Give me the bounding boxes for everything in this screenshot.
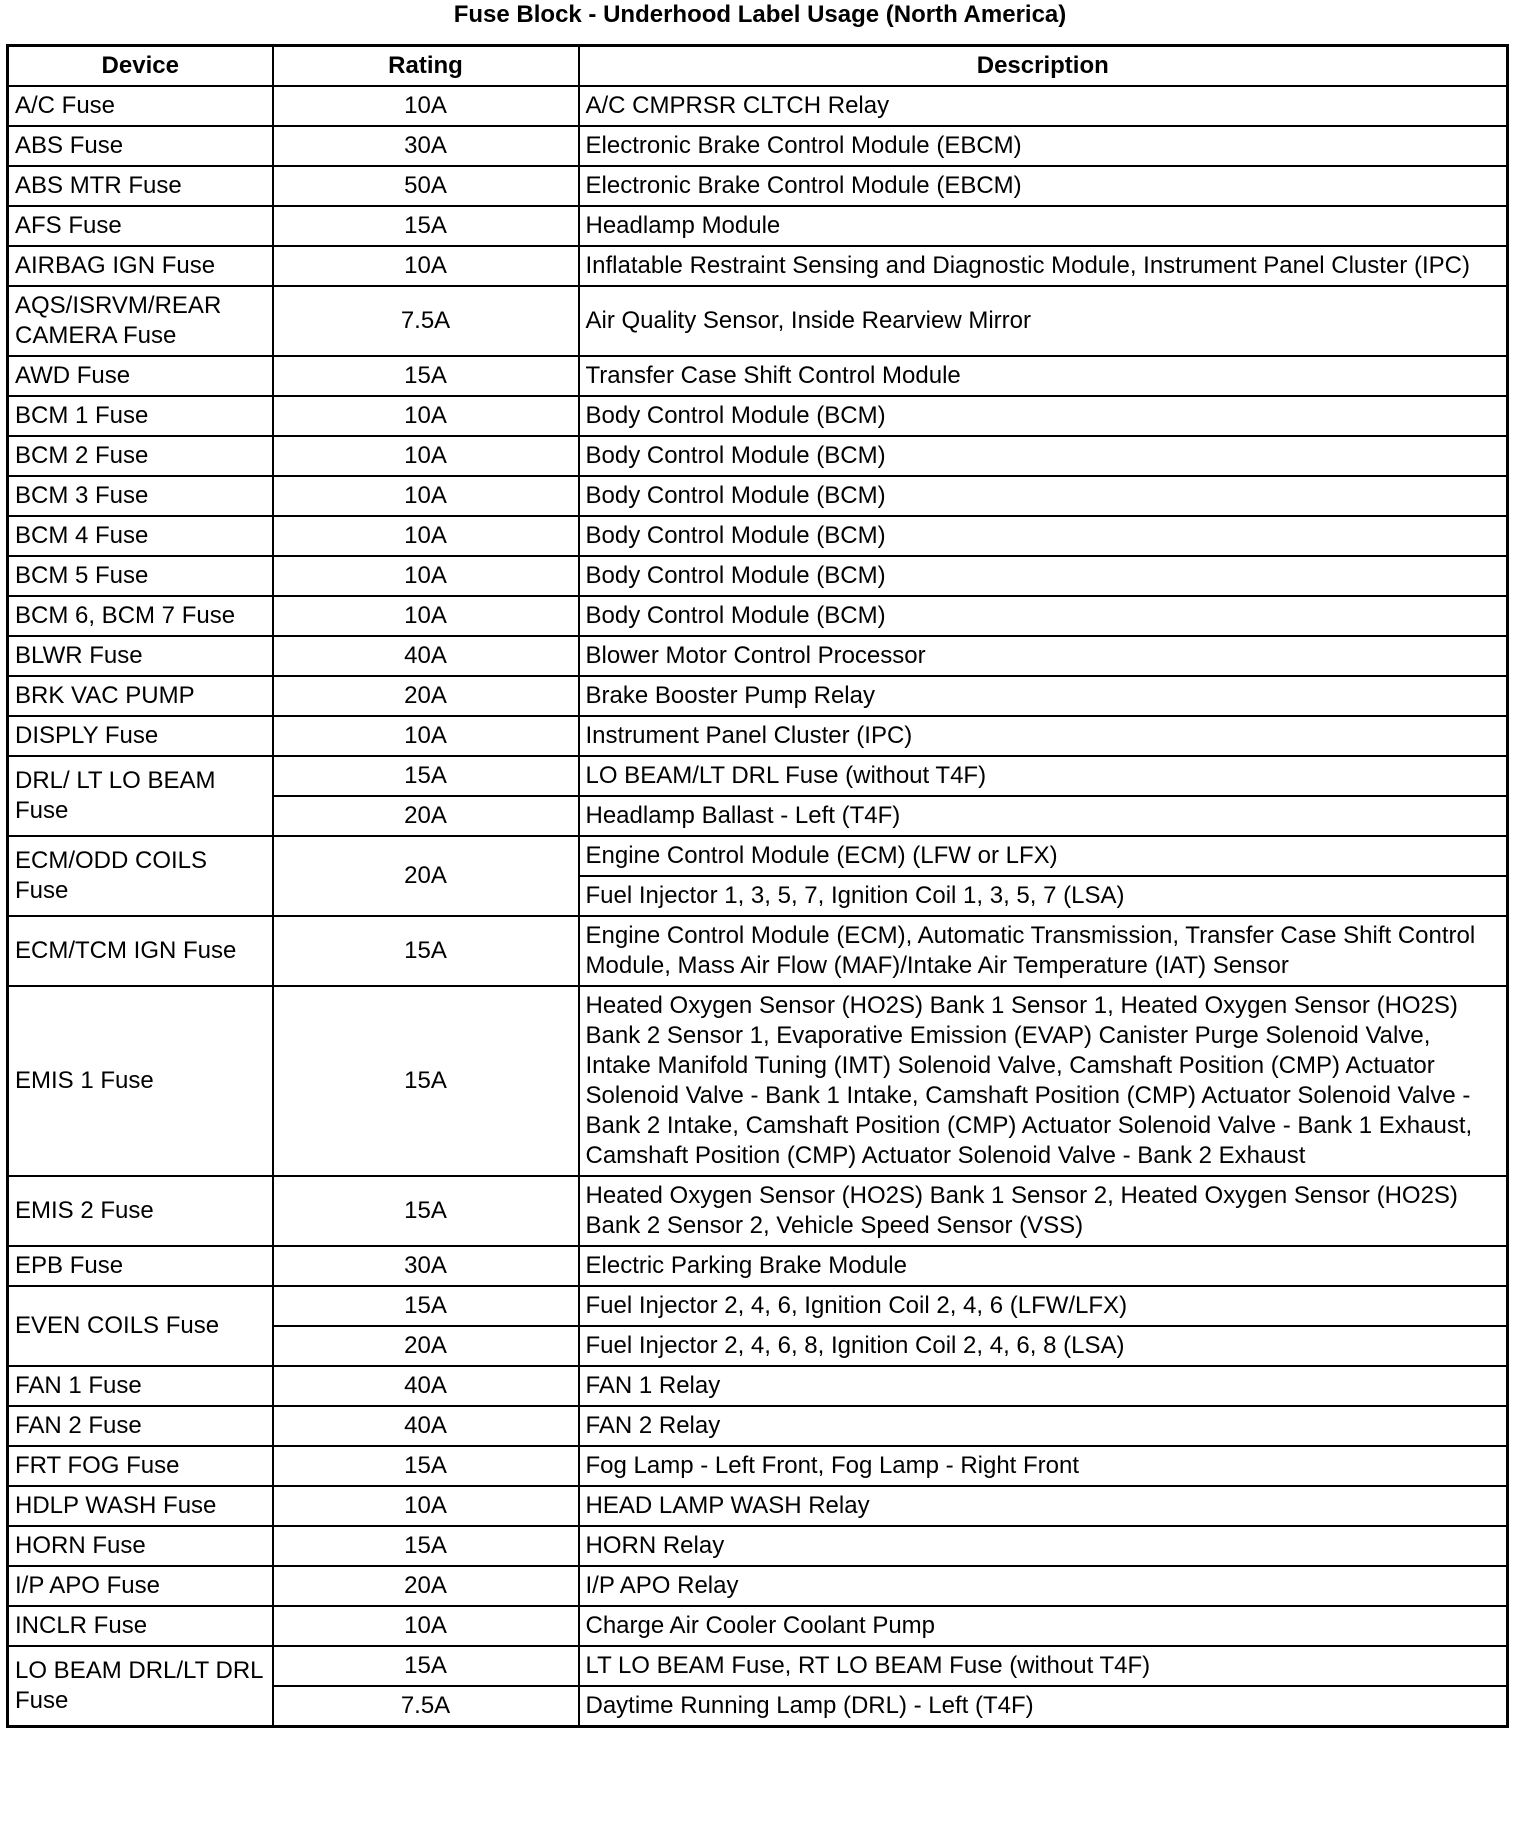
rating-cell: 10A (273, 396, 579, 436)
description-cell: Fog Lamp - Left Front, Fog Lamp - Right Front (579, 1446, 1508, 1486)
table-row (8, 396, 1508, 436)
description-cell: Electric Parking Brake Module (579, 1246, 1508, 1286)
rating-cell: 30A (273, 126, 579, 166)
rating-cell: 15A (273, 1646, 579, 1686)
rating-cell: 10A (273, 476, 579, 516)
rating-cell: 10A (273, 716, 579, 756)
rating-cell: 40A (273, 1366, 579, 1406)
device-cell: INCLR Fuse (8, 1606, 273, 1646)
device-cell: EMIS 1 Fuse (8, 986, 273, 1176)
table-row (8, 356, 1508, 396)
rating-cell: 15A (273, 1176, 579, 1246)
description-cell: Instrument Panel Cluster (IPC) (579, 716, 1508, 756)
rating-cell: 40A (273, 1406, 579, 1446)
table-row (8, 246, 1508, 286)
column-header-rating: Rating (273, 46, 579, 87)
description-cell: Body Control Module (BCM) (579, 476, 1508, 516)
table-row (8, 1646, 1508, 1686)
rating-cell: 15A (273, 356, 579, 396)
rating-cell: 15A (273, 1286, 579, 1326)
rating-cell: 10A (273, 86, 579, 126)
rating-cell: 20A (273, 796, 579, 836)
table-row (8, 676, 1508, 716)
rating-cell: 7.5A (273, 286, 579, 356)
device-cell: HDLP WASH Fuse (8, 1486, 273, 1526)
description-cell: FAN 2 Relay (579, 1406, 1508, 1446)
description-cell: Daytime Running Lamp (DRL) - Left (T4F) (579, 1686, 1508, 1727)
device-cell: DISPLY Fuse (8, 716, 273, 756)
page-title: Fuse Block - Underhood Label Usage (North America) (453, 1, 1067, 28)
table-row (8, 916, 1508, 986)
device-cell: BCM 2 Fuse (8, 436, 273, 476)
table-row (8, 1486, 1508, 1526)
table-row (8, 126, 1508, 166)
rating-cell: 10A (273, 246, 579, 286)
table-row (8, 1446, 1508, 1486)
description-cell: Engine Control Module (ECM), Automatic Transmission, Transfer Case Shift Control Module, Mass Air Flow (MAF)/Intake Air Temperature (IAT) Sensor (579, 916, 1508, 986)
table-row (8, 1176, 1508, 1246)
table-row (8, 1606, 1508, 1646)
table-row (8, 286, 1508, 356)
device-cell: FRT FOG Fuse (8, 1446, 273, 1486)
device-cell: BCM 6, BCM 7 Fuse (8, 596, 273, 636)
device-cell: EVEN COILS Fuse (8, 1286, 273, 1366)
description-cell: HEAD LAMP WASH Relay (579, 1486, 1508, 1526)
device-cell: ECM/TCM IGN Fuse (8, 916, 273, 986)
description-cell: Headlamp Ballast - Left (T4F) (579, 796, 1508, 836)
description-cell: Air Quality Sensor, Inside Rearview Mirror (579, 286, 1508, 356)
rating-cell: 30A (273, 1246, 579, 1286)
description-cell: Body Control Module (BCM) (579, 516, 1508, 556)
table-row (8, 436, 1508, 476)
description-cell: Electronic Brake Control Module (EBCM) (579, 126, 1508, 166)
table-row (8, 1286, 1508, 1326)
description-cell: FAN 1 Relay (579, 1366, 1508, 1406)
table-row (8, 1246, 1508, 1286)
rating-cell: 10A (273, 436, 579, 476)
description-cell: Body Control Module (BCM) (579, 396, 1508, 436)
description-cell: Fuel Injector 2, 4, 6, Ignition Coil 2, 4, 6 (LFW/LFX) (579, 1286, 1508, 1326)
description-cell: Heated Oxygen Sensor (HO2S) Bank 1 Sensor 2, Heated Oxygen Sensor (HO2S) Bank 2 Sensor 2, Vehicle Speed Sensor (VSS) (579, 1176, 1508, 1246)
rating-cell: 10A (273, 556, 579, 596)
table-row (8, 1366, 1508, 1406)
table-row (8, 556, 1508, 596)
device-cell: ECM/ODD COILS Fuse (8, 836, 273, 916)
rating-cell: 20A (273, 676, 579, 716)
rating-cell: 40A (273, 636, 579, 676)
rating-cell: 50A (273, 166, 579, 206)
table-row (8, 716, 1508, 756)
device-cell: BRK VAC PUMP (8, 676, 273, 716)
device-cell: ABS Fuse (8, 126, 273, 166)
device-cell: DRL/ LT LO BEAM Fuse (8, 756, 273, 836)
description-cell: HORN Relay (579, 1526, 1508, 1566)
description-cell: Body Control Module (BCM) (579, 436, 1508, 476)
column-header-description: Description (579, 46, 1508, 87)
rating-cell: 20A (273, 1566, 579, 1606)
description-cell: Fuel Injector 1, 3, 5, 7, Ignition Coil 1, 3, 5, 7 (LSA) (579, 876, 1508, 916)
rating-cell: 15A (273, 986, 579, 1176)
rating-cell: 15A (273, 916, 579, 986)
description-cell: A/C CMPRSR CLTCH Relay (579, 86, 1508, 126)
rating-cell: 7.5A (273, 1686, 579, 1727)
description-cell: Engine Control Module (ECM) (LFW or LFX) (579, 836, 1508, 876)
rating-cell: 15A (273, 1526, 579, 1566)
device-cell: BCM 4 Fuse (8, 516, 273, 556)
description-cell: Body Control Module (BCM) (579, 556, 1508, 596)
table-row (8, 1566, 1508, 1606)
rating-cell: 10A (273, 596, 579, 636)
table-row (8, 1526, 1508, 1566)
device-cell: AIRBAG IGN Fuse (8, 246, 273, 286)
rating-cell: 10A (273, 1606, 579, 1646)
table-row (8, 166, 1508, 206)
rating-cell: 10A (273, 516, 579, 556)
device-cell: EMIS 2 Fuse (8, 1176, 273, 1246)
device-cell: BCM 5 Fuse (8, 556, 273, 596)
rating-cell: 20A (273, 836, 579, 916)
device-cell: EPB Fuse (8, 1246, 273, 1286)
rating-cell: 20A (273, 1326, 579, 1366)
description-cell: Transfer Case Shift Control Module (579, 356, 1508, 396)
device-cell: BCM 1 Fuse (8, 396, 273, 436)
description-cell: Inflatable Restraint Sensing and Diagnostic Module, Instrument Panel Cluster (IPC) (579, 246, 1508, 286)
device-cell: HORN Fuse (8, 1526, 273, 1566)
description-cell: Charge Air Cooler Coolant Pump (579, 1606, 1508, 1646)
description-cell: LO BEAM/LT DRL Fuse (without T4F) (579, 756, 1508, 796)
device-cell: AQS/ISRVM/REAR CAMERA Fuse (8, 286, 273, 356)
column-header-device: Device (8, 46, 273, 87)
table-header-row (8, 46, 1508, 87)
fuse-table (6, 44, 1509, 1728)
device-cell: FAN 2 Fuse (8, 1406, 273, 1446)
description-cell: Blower Motor Control Processor (579, 636, 1508, 676)
table-row (8, 836, 1508, 876)
device-cell: A/C Fuse (8, 86, 273, 126)
device-cell: BCM 3 Fuse (8, 476, 273, 516)
device-cell: AFS Fuse (8, 206, 273, 246)
table-row (8, 516, 1508, 556)
table-row (8, 756, 1508, 796)
device-cell: BLWR Fuse (8, 636, 273, 676)
description-cell: Brake Booster Pump Relay (579, 676, 1508, 716)
rating-cell: 10A (273, 1486, 579, 1526)
table-body (8, 86, 1508, 1727)
description-cell: Headlamp Module (579, 206, 1508, 246)
rating-cell: 15A (273, 1446, 579, 1486)
device-cell: ABS MTR Fuse (8, 166, 273, 206)
table-row (8, 476, 1508, 516)
table-row (8, 86, 1508, 126)
table-row (8, 636, 1508, 676)
table-row (8, 596, 1508, 636)
description-cell: Electronic Brake Control Module (EBCM) (579, 166, 1508, 206)
rating-cell: 15A (273, 756, 579, 796)
table-row (8, 986, 1508, 1176)
table-row (8, 206, 1508, 246)
device-cell: I/P APO Fuse (8, 1566, 273, 1606)
description-cell: Fuel Injector 2, 4, 6, 8, Ignition Coil 2, 4, 6, 8 (LSA) (579, 1326, 1508, 1366)
rating-cell: 15A (273, 206, 579, 246)
table-row (8, 1406, 1508, 1446)
description-cell: LT LO BEAM Fuse, RT LO BEAM Fuse (without T4F) (579, 1646, 1508, 1686)
device-cell: LO BEAM DRL/LT DRL Fuse (8, 1646, 273, 1727)
device-cell: AWD Fuse (8, 356, 273, 396)
description-cell: I/P APO Relay (579, 1566, 1508, 1606)
device-cell: FAN 1 Fuse (8, 1366, 273, 1406)
description-cell: Heated Oxygen Sensor (HO2S) Bank 1 Sensor 1, Heated Oxygen Sensor (HO2S) Bank 2 Sensor 1, Evaporative Emission (EVAP) Canister Purge Solenoid Valve, Intake Manifold Tuning (IMT) Solenoid Valve, Camshaft Position (CMP) Actuator Solenoid Valve - Bank 1 Intake, Camshaft Position (CMP) Actuator Solenoid Valve - Bank 2 Intake, Camshaft Position (CMP) Actuator Solenoid Valve - Bank 1 Exhaust, Camshaft Position (CMP) Actuator Solenoid Valve - Bank 2 Exhaust (579, 986, 1508, 1176)
description-cell: Body Control Module (BCM) (579, 596, 1508, 636)
